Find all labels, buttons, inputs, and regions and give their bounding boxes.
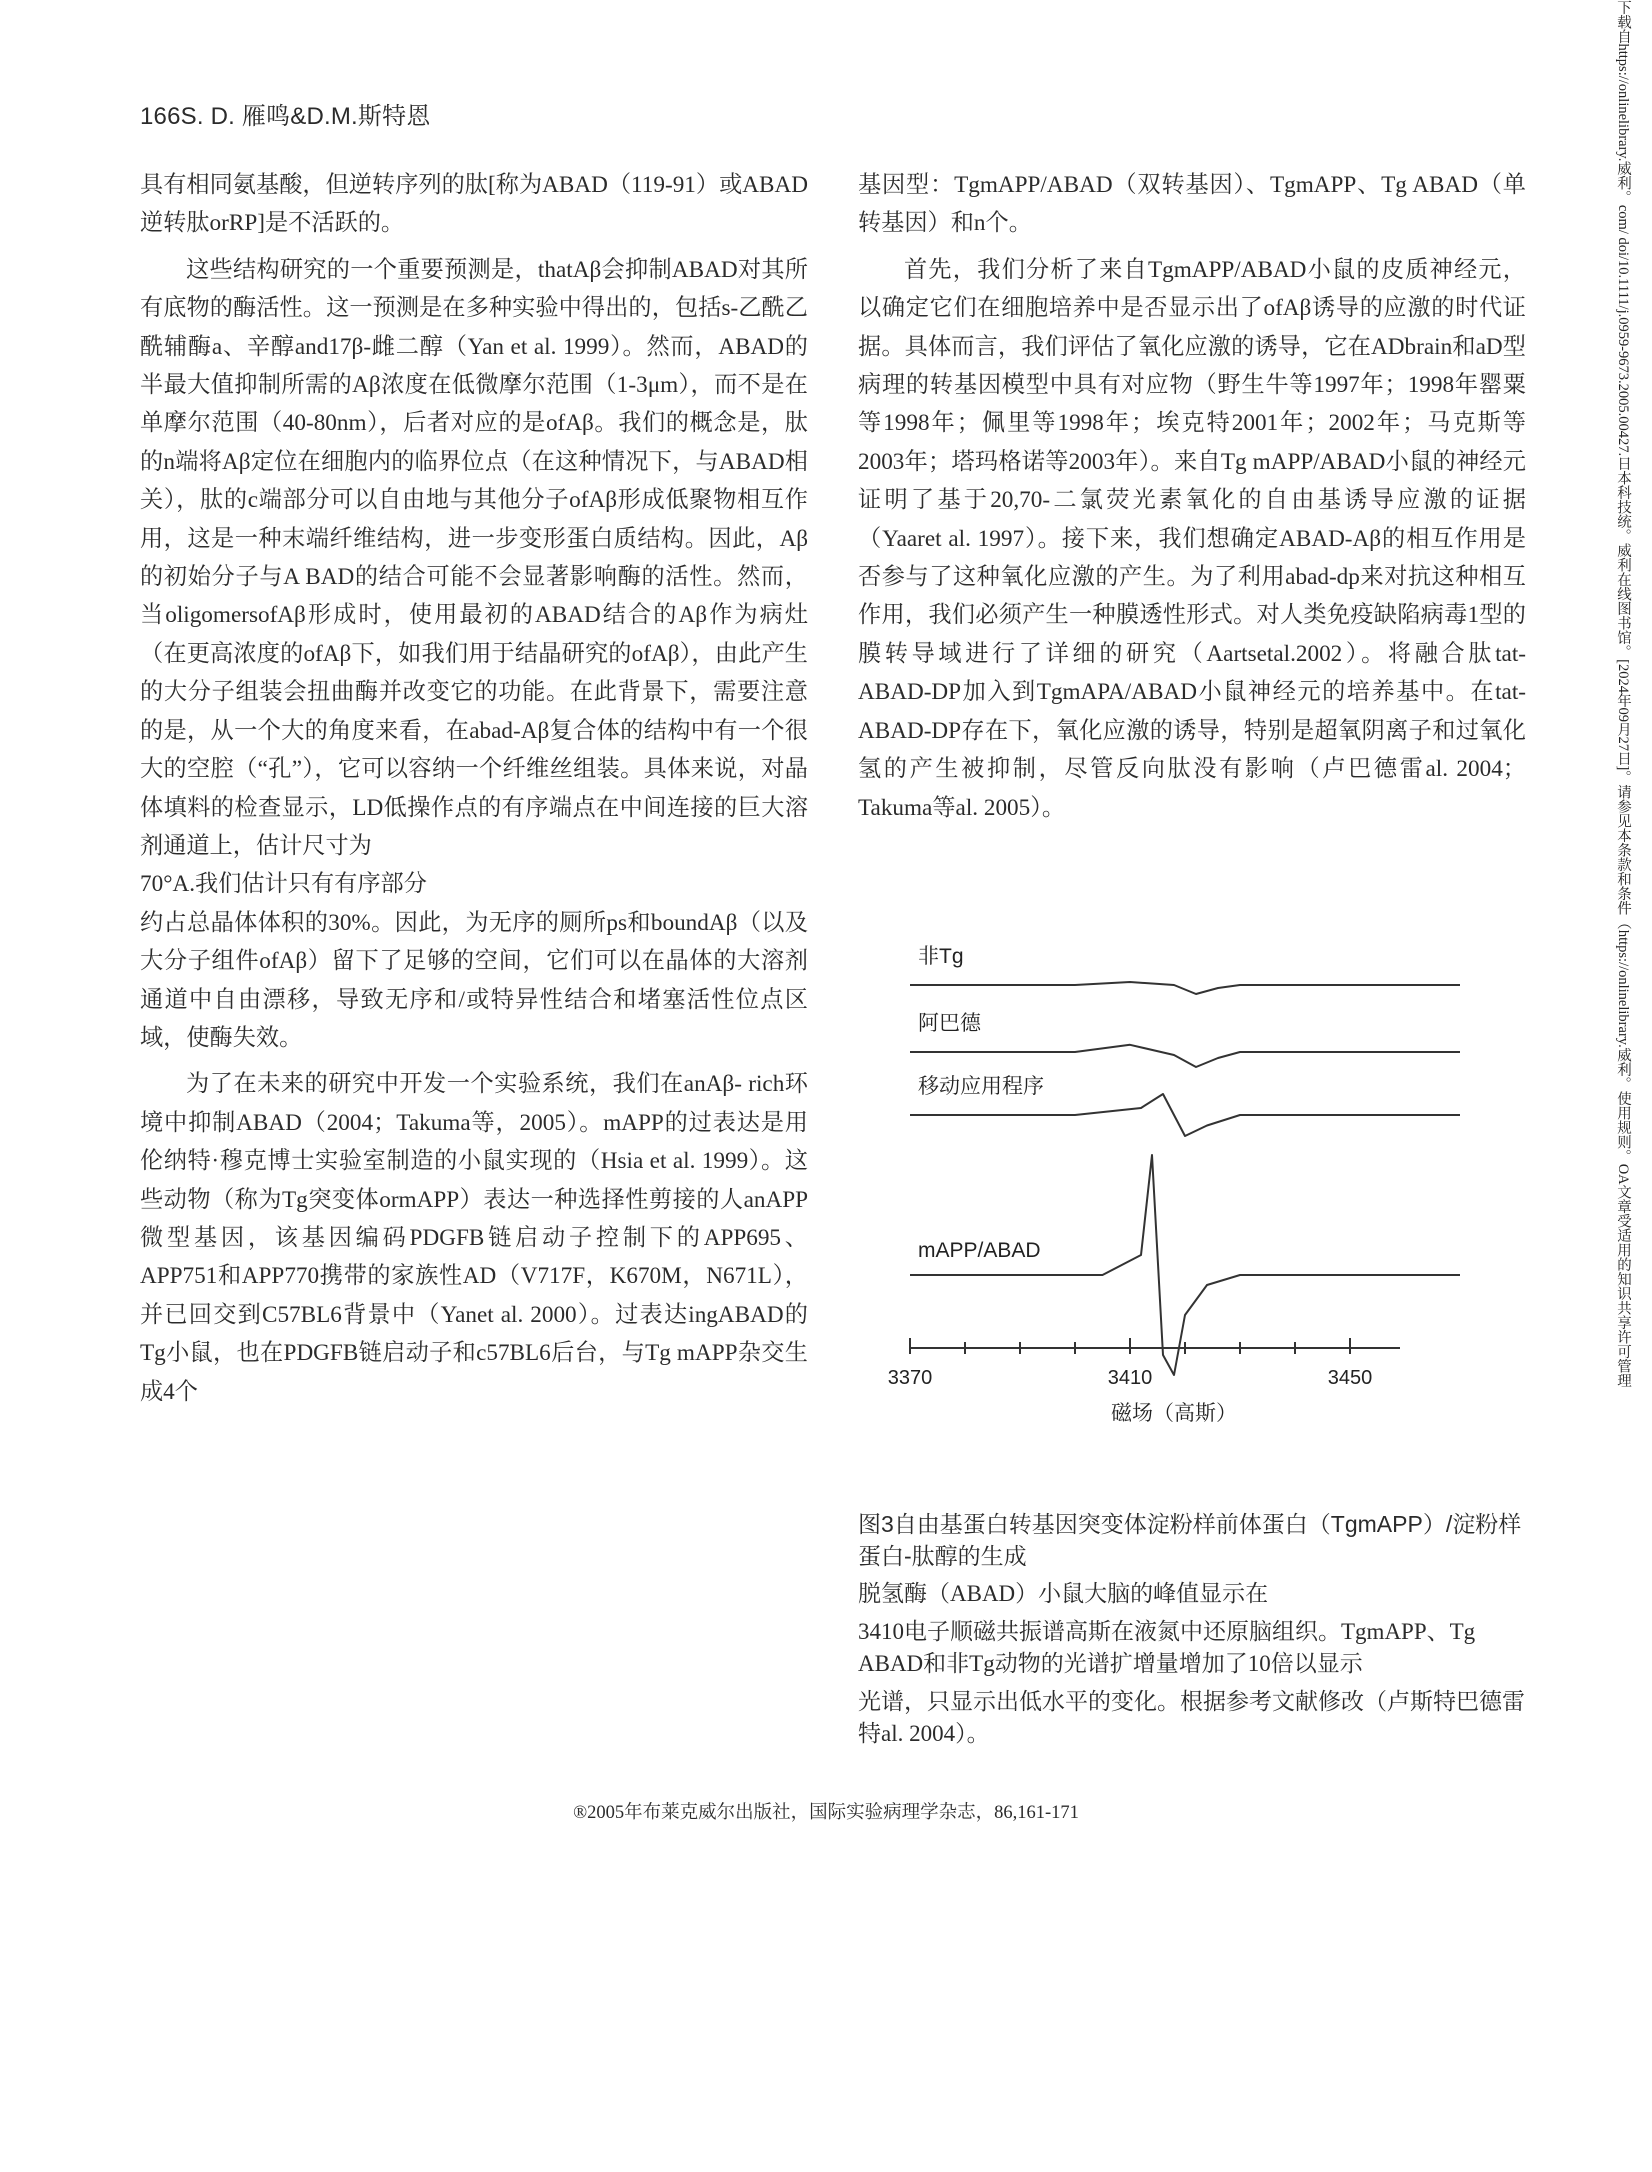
spectra-traces [910, 945, 1460, 1375]
download-side-note [1614, 0, 1642, 1780]
trace-label: 非Tg [918, 945, 964, 968]
epr-spectra-figure [880, 930, 1480, 1490]
paragraph: 首先，我们分析了来自TgmAPP/ABAD小鼠的皮质神经元，以确定它们在细胞培养中是否显示出了ofAβ诱导的应激的时代证据。具体而言，我们评估了氧化应激的诱导，它在ADbrain和aD型病理的转基因模型中具有对应物（野生牛等1997年；1998年罂粟等1998年；佩里等1998年；埃克特2001年；2002年；马克斯等2003年；塔玛格诺等2003年）。来自Tg mAPP/ABAD小鼠的神经元证明了基于20,70-二氯荧光素氧化的自由基诱导应激的证据（Yaaret al. 1997）。接下来，我们想确定ABAD-Aβ的相互作用是否参与了这种氧化应激的产生。为了利用abad-dp来对抗这种相互作用，我们必须产生一种膜透性形式。对人类免疫缺陷病毒1型的膜转导域进行了详细的研究（Aartsetal.2002）。将融合肽tat-ABAD-DP加入到TgmAPA/ABAD小鼠神经元的培养基中。在tat-ABAD-DP存在下，氧化应激的诱导，特别是超氧阴离子和过氧化氢的产生被抑制，尽管反向肽没有影响（卢巴德雷al. 2004；Takuma等al. 2005）。 [858, 256, 1526, 821]
trace-label: 移动应用程序 [918, 1075, 1044, 1098]
left-text-column [140, 166, 808, 1419]
paragraph: 具有相同氨基酸，但逆转序列的肽[称为ABAD（119-91）或ABAD逆转肽orRP]是不活跃的。 [140, 172, 808, 237]
spectrum-line [910, 1094, 1460, 1136]
side-note-text: 下载自https://onlinelibrary.威利。com/ doi/10.1111/j.0959-9673.2005.00427.日本科技统。威利在线图书馆。[2024年09月27日]。请参见本条款和条件（https://onlinelibrary.威利。使用规则。OA文章受适用的知识共享许可管理 [1615, 0, 1631, 1388]
x-axis-label: 磁场（高斯） [1111, 1401, 1237, 1425]
tick-label: 3370 [887, 1367, 933, 1389]
right-text-column [858, 166, 1526, 835]
x-axis [888, 1338, 1400, 1425]
paragraph: 约占总晶体体积的30%。因此，为无序的厕所ps和boundAβ（以及大分子组件ofAβ）留下了足够的空间，它们可以在晶体的大溶剂通道中自由漂移，导致无序和/或特异性结合和堵塞活性位点区域，使酶失效。 [140, 909, 808, 1051]
epr-spectra-chart [880, 930, 1480, 1490]
paragraph: 为了在未来的研究中开发一个实验系统，我们在anAβ- rich环境中抑制ABAD（2004；Takuma等，2005）。mAPP的过表达是用伦纳特·穆克博士实验室制造的小鼠实现的（Hsia et al. 1999）。这些动物（称为Tg突变体ormAPP）表达一种选择性剪接的人anAPP微型基因，该基因编码PDGFB链启动子控制下的APP695、APP751和APP770携带的家族性AD（V717F，K670M，N671L），并已回交到C57BL6背景中（Yanet al. 2000）。过表达ingABAD的Tg小鼠，也在PDGFB链启动子和c57BL6后台，与Tg mAPP杂交生成4个 [140, 1071, 808, 1405]
caption-line: 3410电子顺磁共振谱高斯在液氮中还原脑组织。TgmAPP、Tg ABAD和非Tg动物的光谱扩增量增加了10倍以显示 [858, 1619, 1476, 1676]
paragraph: 这些结构研究的一个重要预测是，thatAβ会抑制ABAD对其所有底物的酶活性。这一预测是在多种实验中得出的，包括s-乙酰乙酰辅酶a、辛醇and17β-雌二醇（Yan et al. 1999）。然而，ABAD的半最大值抑制所需的Aβ浓度在低微摩尔范围（1-3μm），而不是在单摩尔范围（40-80nm），后者对应的是ofAβ。我们的概念是，肽的n端将Aβ定位在细胞内的临界位点（在这种情况下，与ABAD相关），肽的c端部分可以自由地与其他分子ofAβ形成低聚物相互作用，这是一种末端纤维结构，进一步变形蛋白质结构。因此，Aβ的初始分子与A BAD的结合可能不会显著影响酶的活性。然而，当oligomersofAβ形成时，使用最初的ABAD结合的Aβ作为病灶（在更高浓度的ofAβ下，如我们用于结晶研究的ofAβ），由此产生的大分子组装会扭曲酶并改变它的功能。在此背景下，需要注意的是，从一个大的角度来看，在abad-Aβ复合体的结构中有一个很大的空腔（“孔”），它可以容纳一个纤维丝组装。具体来说，对晶体填料的检查显示，LD低操作点的有序端点在中间连接的巨大溶剂通道上，估计尺寸为 [140, 256, 808, 859]
trace-label: 阿巴德 [918, 1012, 981, 1035]
paragraph: 基因型：TgmAPP/ABAD（双转基因）、TgmAPP、Tg ABAD（单转基因）和n个。 [858, 172, 1526, 237]
running-header: 166S. D. 雁鸣&D.M.斯特恩 [140, 103, 431, 130]
caption-line: 图3自由基蛋白转基因突变体淀粉样前体蛋白（TgmAPP）/淀粉样蛋白-肽醇的生成 [858, 1511, 1522, 1569]
trace-label: mAPP/ABAD [918, 1239, 1041, 1262]
paragraph-fragment: 70°A.我们估计只有有序部分 [140, 871, 427, 898]
caption-line: 光谱，只显示出低水平的变化。根据参考文献修改（卢斯特巴德雷特al. 2004）。 [858, 1689, 1525, 1746]
page-footer: ®2005年布莱克威尔出版社，国际实验病理学杂志，86,161-171 [573, 1803, 1079, 1823]
figure-caption [858, 1508, 1526, 1756]
spectrum-line [910, 982, 1460, 994]
caption-line: 脱氢酶（ABAD）小鼠大脑的峰值显示在 [858, 1581, 1269, 1606]
spectrum-line [910, 1045, 1460, 1067]
tick-label: 3450 [1327, 1367, 1373, 1389]
tick-label: 3410 [1107, 1367, 1153, 1389]
